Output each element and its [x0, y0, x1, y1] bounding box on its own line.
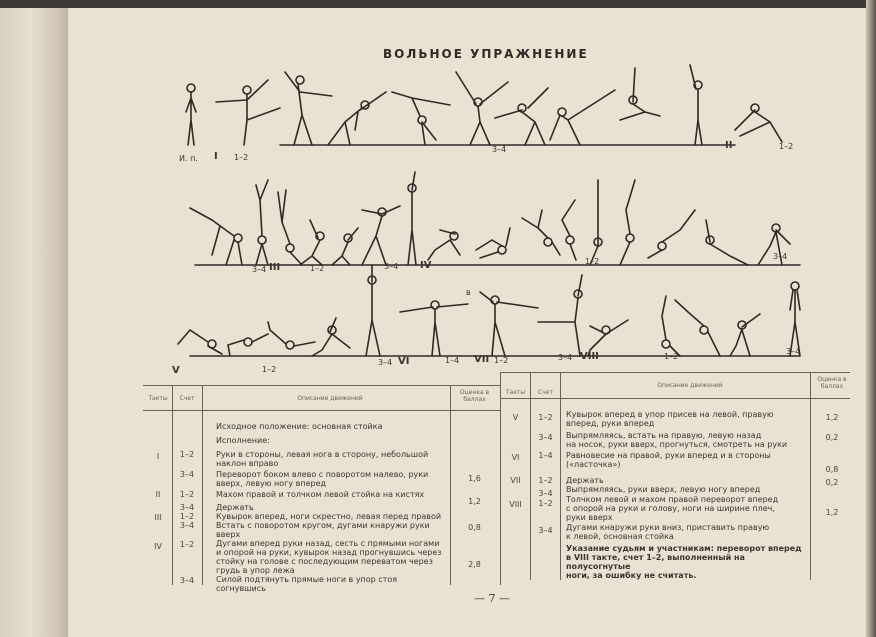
- row-2-desc: Руки в стороны, левая нога в сторону, небольшой наклон вправо: [216, 450, 429, 468]
- label-row3-count-g: 3–4: [786, 347, 801, 356]
- label-row2-count-c: 3–4: [384, 262, 399, 271]
- rrow-0-schet: 1–2: [538, 413, 553, 422]
- header-takt: Такты: [148, 395, 168, 402]
- row-5-score: 1,2: [468, 497, 481, 506]
- figure-row-3: [178, 265, 800, 356]
- label-takt-VI: VI: [398, 356, 410, 367]
- page-number: — 7 —: [474, 592, 510, 605]
- label-takt-I: I: [214, 151, 218, 162]
- rrow-2-takt: VI: [511, 453, 520, 462]
- row-8-score: 2,8: [468, 560, 481, 569]
- row-3-score: 1,6: [468, 474, 481, 483]
- judges-note: Указание судьям и участникам: переворот вперед в VIII такте, счет 1–2, выполненный на полусогнутые ноги, за ошибку не считать.: [566, 544, 802, 580]
- row-8-takt: IV: [154, 542, 162, 551]
- table-right-top-rule: [500, 372, 850, 373]
- book-spine: [0, 0, 68, 637]
- rrow-2-score: 0,8: [825, 465, 839, 474]
- header-desc: Описание движений: [297, 395, 363, 402]
- label-row3-count-b: 3–4: [378, 358, 393, 367]
- row-9-desc: Силой подтянуть прямые ноги в упор стоя согнувшись: [216, 575, 398, 593]
- label-row2-count-e: 3–4: [773, 252, 788, 261]
- rrow-4-schet: 3–4: [538, 489, 553, 498]
- rrow-3-schet: 1–2: [538, 476, 553, 485]
- rrow-5-takt: VIII: [509, 500, 522, 509]
- label-row3-count-e: 3–4: [558, 353, 573, 362]
- row-5-desc: Держать: [216, 503, 254, 512]
- table-left-col-rule-2: [202, 385, 203, 585]
- header-score-right: Оценка в баллах: [817, 376, 847, 390]
- header-desc-right: Описание движений: [657, 382, 723, 389]
- rrow-4-desc: Выпрямляясь, руки вверх, левую ногу вперед: [566, 485, 761, 494]
- table-right-col-rule-3: [810, 372, 811, 580]
- page-title: ВОЛЬНОЕ УПРАЖНЕНИЕ: [383, 47, 589, 61]
- rrow-6-schet: 3–4: [538, 526, 553, 535]
- label-takt-IV: IV: [420, 260, 432, 271]
- rrow-1-desc: Выпрямляясь, встать на правую, левую назад на носок, руки вверх, прогнуться, смотреть на руки: [566, 431, 788, 449]
- row-3-schet: 3–4: [179, 470, 195, 479]
- row-2-takt: I: [156, 452, 160, 461]
- table-left-top-rule: [143, 385, 500, 386]
- table-left-col-rule-1: [172, 385, 173, 585]
- table-right-header-rule: [500, 398, 850, 399]
- label-row2-count-a: 3–4: [252, 265, 267, 274]
- label-takt-VIII: VIII: [580, 351, 599, 362]
- rrow-3-score: 0,2: [825, 478, 839, 487]
- header-takt-right: Такты: [505, 389, 526, 396]
- label-takt-III: III: [269, 262, 281, 273]
- row-4-takt: II: [155, 490, 161, 499]
- row-6-schet: 1–2: [179, 512, 195, 521]
- row-7-score: 0,8: [468, 523, 481, 532]
- label-row3-count-f: 1–2: [664, 352, 679, 361]
- label-row1-count-a: 1–2: [234, 153, 249, 162]
- label-row2-count-d: 1–2: [585, 257, 600, 266]
- rrow-5-score: 1,2: [825, 508, 839, 517]
- rrow-5-schet: 1–2: [538, 499, 553, 508]
- exercise-figures-illustration: [150, 60, 810, 365]
- table-left-col-rule-3: [450, 385, 451, 585]
- label-marker: в: [466, 288, 471, 297]
- rrow-0-score: 1,2: [825, 413, 839, 422]
- header-schet-right: Счет: [538, 389, 553, 396]
- row-1-desc: Исполнение:: [216, 436, 270, 445]
- row-6-takt: III: [154, 513, 162, 522]
- figure-row-1: [186, 65, 782, 145]
- label-row1-count-c: 1–2: [779, 142, 794, 151]
- row-4-schet: 1–2: [179, 490, 195, 499]
- label-takt-V: V: [172, 365, 180, 376]
- row-8-desc: Дугами вперед руки назад, сесть с прямыми ногами и опорой на руки, кувырок назад прогнувшись через стойку на голове с последующим переватом через грудь в упор лежа: [216, 539, 442, 575]
- label-row3-count-c: 1–4: [445, 356, 460, 365]
- row-9-schet: 3–4: [179, 576, 195, 585]
- rrow-3-takt: VII: [510, 476, 521, 485]
- row-7-desc: Встать с поворотом кругом, дугами кнаружи руки вверх: [216, 521, 430, 539]
- table-right-col-rule-1: [530, 372, 531, 580]
- rrow-6-desc: Дугами кнаружи руки вниз, приставить правую к левой, основная стойка: [566, 523, 770, 541]
- row-8-schet: 1–2: [179, 540, 195, 549]
- rrow-2-desc: Равновесие на правой, руки вперед и в стороны («ласточка»): [566, 451, 771, 469]
- row-2-schet: 1–2: [179, 450, 195, 459]
- row-0-desc: Исходное положение: основная стойка: [216, 422, 383, 431]
- label-takt-II: II: [725, 140, 733, 151]
- label-row3-count-d: 1–2: [494, 356, 509, 365]
- right-edge: [866, 0, 876, 637]
- table-right-col-rule-2: [560, 372, 561, 580]
- rrow-0-desc: Кувырок вперед в упор присев на левой, правую вперед, руки вперед: [566, 410, 774, 428]
- label-row1-count-b: 3–4: [492, 145, 507, 154]
- rrow-3-desc: Держать: [566, 476, 604, 485]
- label-row3-count-a: 1–2: [262, 365, 277, 374]
- rrow-2-schet: 1–4: [538, 451, 553, 460]
- row-6-desc: Кувырок вперед, ноги скрестно, левая перед правой: [216, 512, 442, 521]
- figure-row-2: [190, 172, 790, 265]
- row-3-desc: Переворот боком влево с поворотом налево, руки вверх, левую ногу вперед: [216, 470, 429, 488]
- rrow-1-schet: 3–4: [538, 433, 553, 442]
- table-divider-rule: [500, 372, 501, 585]
- label-row2-count-b: 1–2: [310, 264, 325, 273]
- rrow-5-desc: Толчком левой и махом правой переворот вперед с опорой на руки и голову, ноги на ширине плеч, руки вверх: [566, 495, 779, 522]
- rrow-0-takt: V: [512, 413, 519, 422]
- row-7-schet: 3–4: [179, 521, 195, 530]
- header-score: Оценка в баллах: [459, 389, 490, 403]
- row-4-desc: Махом правой и толчком левой стойка на кистях: [216, 490, 425, 499]
- row-5-schet: 3–4: [179, 503, 195, 512]
- top-edge: [0, 0, 876, 8]
- label-takt-VII: VII: [474, 354, 490, 365]
- rrow-1-score: 0,2: [825, 433, 839, 442]
- label-ip: И. п.: [179, 154, 198, 163]
- table-left-header-rule: [143, 410, 500, 411]
- header-schet: Счет: [179, 395, 195, 402]
